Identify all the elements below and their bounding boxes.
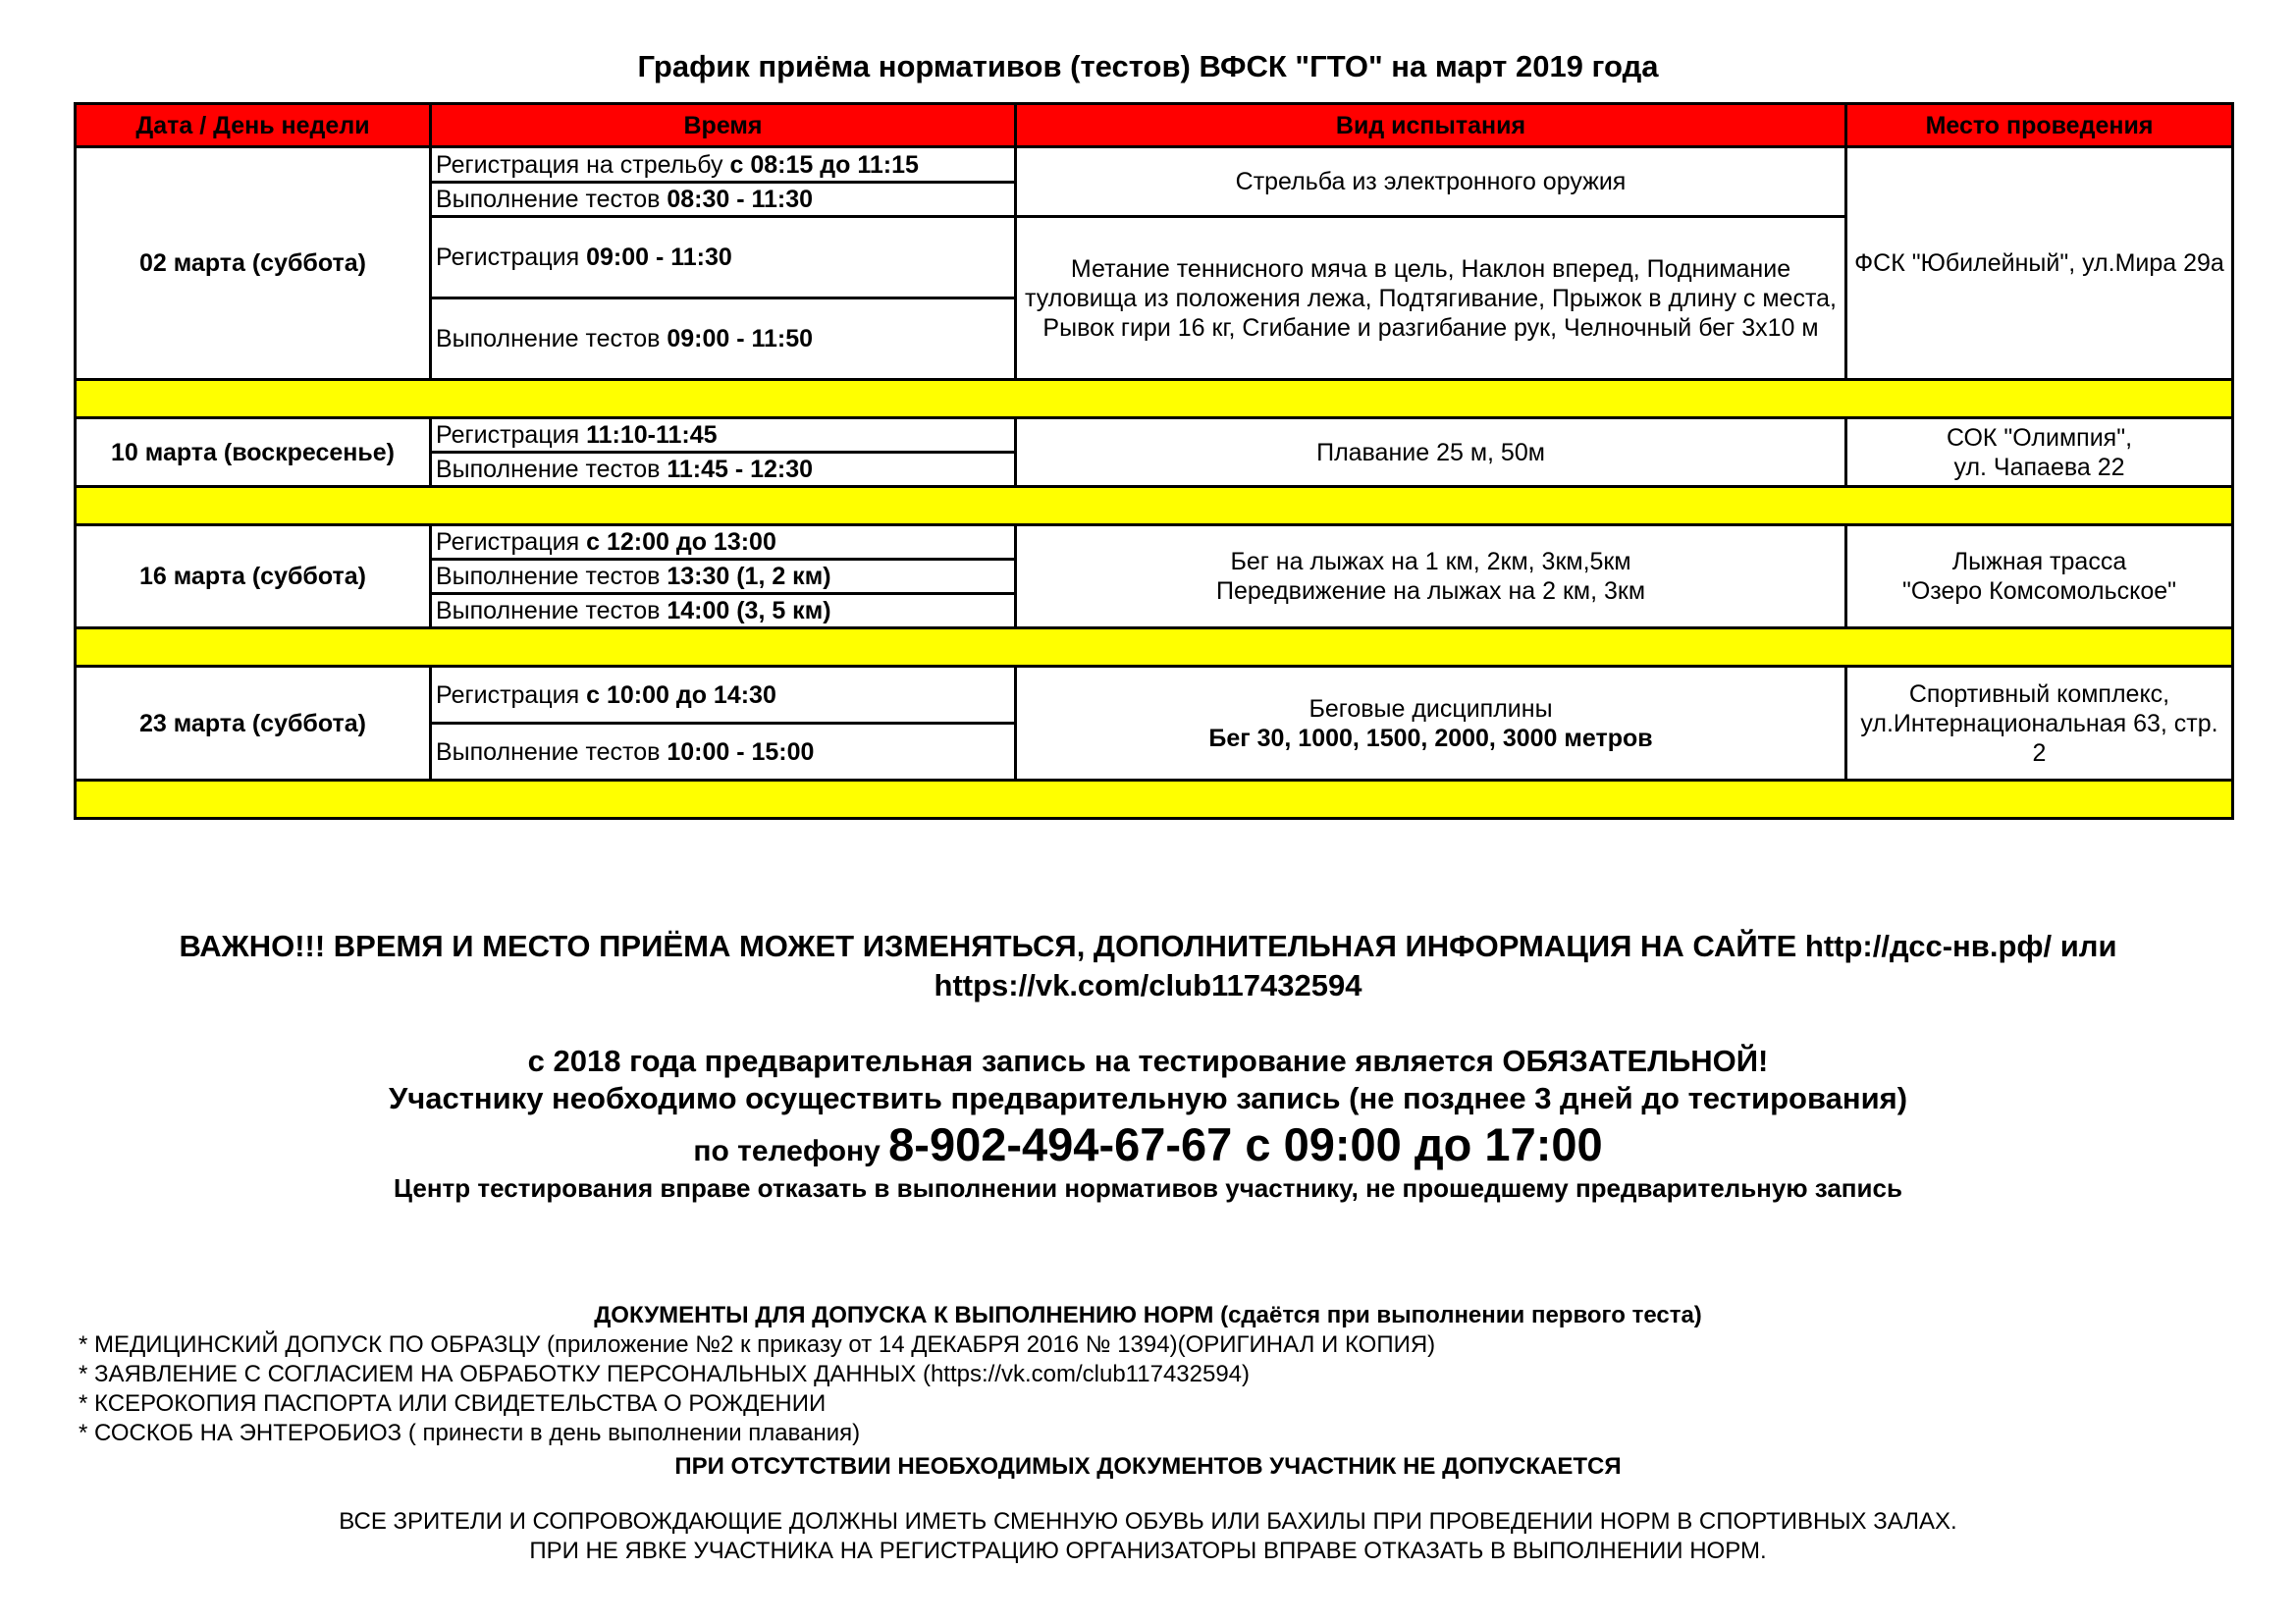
separator-row (76, 380, 2233, 418)
time-cell: Выполнение тестов 10:00 - 15:00 (431, 724, 1016, 781)
table-row (76, 525, 2233, 560)
header-test: Вид испытания (1016, 104, 1846, 147)
registration-line-1: с 2018 года предварительная запись на тестирование является ОБЯЗАТЕЛЬНОЙ! (527, 1044, 1769, 1078)
phone-number: 8-902-494-67-67 с 09:00 до 17:00 (888, 1118, 1603, 1170)
page-title: График приёма нормативов (тестов) ВФСК "ГТО" на март 2019 года (637, 49, 1659, 83)
time-cell: Выполнение тестов 14:00 (3, 5 км) (431, 594, 1016, 628)
no-admission-note: ПРИ ОТСУТСТВИИ НЕОБХОДИМЫХ ДОКУМЕНТОВ УЧАСТНИК НЕ ДОПУСКАЕТСЯ (674, 1453, 1622, 1480)
test-cell: Стрельба из электронного оружия (1016, 147, 1846, 217)
footer-line-2: ПРИ НЕ ЯВКЕ УЧАСТНИКА НА РЕГИСТРАЦИЮ ОРГАНИЗАТОРЫ ВПРАВЕ ОТКАЗАТЬ В ВЫПОЛНЕНИИ НОРМ. (529, 1538, 1767, 1564)
header-place: Место проведения (1846, 104, 2233, 147)
time-cell: Регистрация на стрельбу с 08:15 до 11:15 (431, 147, 1016, 183)
footer-notes (0, 1507, 2296, 1566)
footer-line-1: ВСЕ ЗРИТЕЛИ И СОПРОВОЖДАЮЩИЕ ДОЛЖНЫ ИМЕТЬ СМЕННУЮ ОБУВЬ ИЛИ БАХИЛЫ ПРИ ПРОВЕДЕНИИ НОРМ В СПОРТИВНЫХ ЗАЛАХ. (339, 1508, 1957, 1535)
schedule-table (74, 102, 2234, 820)
list-item: * СОСКОБ НА ЭНТЕРОБИОЗ ( принести в день выполнении плавания) (79, 1420, 861, 1446)
table-row (76, 667, 2233, 724)
testing-center-note: Центр тестирования вправе отказать в выполнении нормативов участнику, не прошедшему предварительную запись (394, 1173, 1902, 1203)
time-cell: Выполнение тестов 09:00 - 11:50 (431, 298, 1016, 380)
phone-prefix: по телефону (693, 1135, 889, 1167)
separator-row (76, 628, 2233, 667)
warning-notice (0, 927, 2296, 1005)
registration-line-2: Участнику необходимо осуществить предварительную запись (не позднее 3 дней до тестирования) (388, 1081, 1908, 1115)
time-cell: Выполнение тестов 08:30 - 11:30 (431, 183, 1016, 217)
date-cell: 16 марта (суббота) (76, 525, 431, 628)
date-cell: 10 марта (воскресенье) (76, 418, 431, 487)
time-cell: Регистрация 11:10-11:45 (431, 418, 1016, 453)
place-cell: Лыжная трасса "Озеро Комсомольское" (1846, 525, 2233, 628)
warning-line-2: https://vk.com/club117432594 (934, 968, 1362, 1002)
place-cell: Спортивный комплекс, ул.Интернациональная 63, стр. 2 (1846, 667, 2233, 781)
test-cell: Метание теннисного мяча в цель, Наклон вперед, Поднимание туловища из положения лежа, Подтягивание, Прыжок в длину с места, Рывок гири 16 кг, Сгибание и разгибание рук, Челночный бег 3х10 м (1016, 217, 1846, 380)
table-header-row (76, 104, 2233, 147)
test-cell: Беговые дисциплины Бег 30, 1000, 1500, 2000, 3000 метров (1016, 667, 1846, 781)
time-cell: Регистрация 09:00 - 11:30 (431, 217, 1016, 298)
warning-line-1: ВАЖНО!!! ВРЕМЯ И МЕСТО ПРИЁМА МОЖЕТ ИЗМЕНЯТЬСЯ, ДОПОЛНИТЕЛЬНАЯ ИНФОРМАЦИЯ НА САЙТЕ http://дсс-нв.рф/ или (179, 929, 2117, 963)
time-cell: Выполнение тестов 11:45 - 12:30 (431, 453, 1016, 487)
table-row (76, 418, 2233, 453)
documents-title: ДОКУМЕНТЫ ДЛЯ ДОПУСКА К ВЫПОЛНЕНИЮ НОРМ (сдаётся при выполнении первого теста) (594, 1302, 1702, 1328)
separator-row (76, 781, 2233, 819)
place-cell: СОК "Олимпия", ул. Чапаева 22 (1846, 418, 2233, 487)
date-cell: 23 марта (суббота) (76, 667, 431, 781)
time-cell: Выполнение тестов 13:30 (1, 2 км) (431, 560, 1016, 594)
separator-row (76, 487, 2233, 525)
list-item: * ЗАЯВЛЕНИЕ С СОГЛАСИЕМ НА ОБРАБОТКУ ПЕРСОНАЛЬНЫХ ДАННЫХ (https://vk.com/club117432594) (79, 1361, 1251, 1387)
date-cell: 02 марта (суббота) (76, 147, 431, 380)
header-time: Время (431, 104, 1016, 147)
list-item: * КСЕРОКОПИЯ ПАСПОРТА ИЛИ СВИДЕТЕЛЬСТВА О РОЖДЕНИИ (79, 1390, 827, 1417)
test-cell: Плавание 25 м, 50м (1016, 418, 1846, 487)
registration-notice (0, 1043, 2296, 1117)
list-item: * МЕДИЦИНСКИЙ ДОПУСК ПО ОБРАЗЦУ (приложение №2 к приказу от 14 ДЕКАБРЯ 2016 № 1394)(ОРИГИНАЛ И КОПИЯ) (79, 1331, 1436, 1358)
documents-list (79, 1330, 1435, 1448)
test-cell: Бег на лыжах на 1 км, 2км, 3км,5км Передвижение на лыжах на 2 км, 3км (1016, 525, 1846, 628)
time-cell: Регистрация с 12:00 до 13:00 (431, 525, 1016, 560)
table-row (76, 147, 2233, 183)
header-date: Дата / День недели (76, 104, 431, 147)
place-cell: ФСК "Юбилейный", ул.Мира 29а (1846, 147, 2233, 380)
time-cell: Регистрация с 10:00 до 14:30 (431, 667, 1016, 724)
